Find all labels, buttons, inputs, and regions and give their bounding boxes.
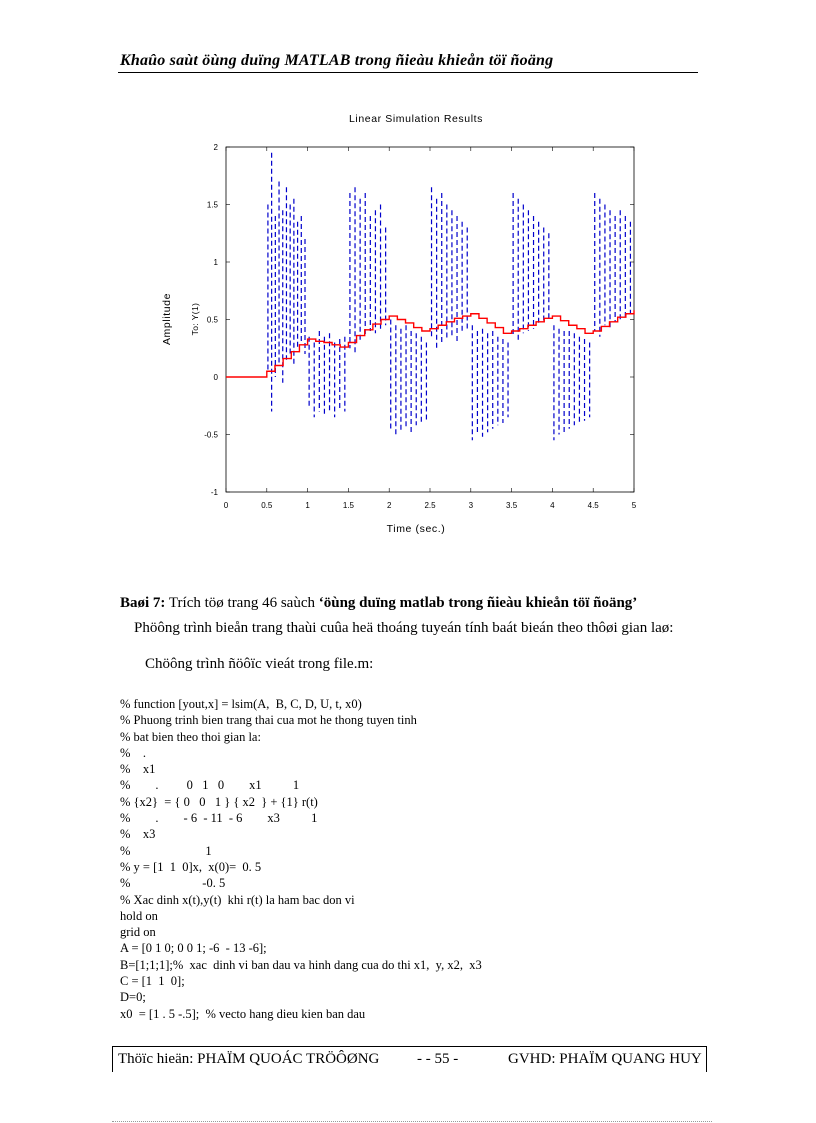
code-line: x0 = [1 . 5 -.5]; % vecto hang dieu kien ban dau [120,1006,366,1021]
y-axis-output-label: To: Y(1) [190,302,200,336]
linear-simulation-chart [150,100,660,550]
output-series-line [226,310,634,377]
exercise-label: Baøi 7: [120,595,166,611]
footer-right-bar [706,1046,707,1072]
footer-left-bar [112,1046,113,1072]
page-number: - - 55 - [417,1051,459,1067]
code-line: B=[1;1;1];% xac dinh vi ban dau va hinh dang cua do thi x1, y, x2, x3 [120,957,482,972]
code-line: % y = [1 1 0]x, x(0)= 0. 5 [120,859,262,874]
code-line: grid on [120,925,156,940]
x-tick-label: 0.5 [261,501,273,510]
x-tick-label: 3.5 [506,501,518,510]
code-line: % -0. 5 [120,876,226,891]
y-tick-label: 2 [213,143,218,152]
header-rule [118,72,698,73]
x-axis-label: Time (sec.) [386,523,446,535]
code-line: % function [yout,x] = lsim(A, B, C, D, U, t, x0) [120,697,362,711]
x-tick-label: 3 [468,501,474,510]
exercise-source: Trích töø trang 46 saùch [165,595,319,611]
code-line: % Xac dinh x(t),y(t) khi r(t) la ham bac don vi [120,892,355,907]
y-tick-label: 1.5 [206,200,218,210]
x-tick-label: 0 [223,501,229,510]
x-tick-label: 4.5 [587,501,599,510]
code-line: % x1 [120,762,156,777]
code-line: % Phuong trinh bien trang thai cua mot he thong tuyen tinh [120,713,417,728]
code-line: % x3 [120,827,156,842]
matlab-code-block [120,696,482,1022]
intro-paragraph: Phöông trình bieån trang thaùi cuûa heä thoáng tuyeán tính baát bieán theo thôøi gian laø: [134,620,674,636]
code-line: % . [120,745,147,760]
code-line: hold on [120,908,158,923]
input-series [268,153,631,441]
x-tick-label: 1 [305,501,310,510]
code-line: % {x2} = { 0 0 1 } { x2 } + {1} r(t) [120,794,318,809]
exercise-heading [120,595,637,612]
program-intro: Chöông trình ñöôïc vieát trong file.m: [145,656,374,672]
y-tick-label: 0.5 [206,315,218,325]
y-tick-label: 0 [213,373,218,382]
code-line: A = [0 1 0; 0 0 1; -6 - 13 -6]; [120,941,267,956]
footer-advisor: GVHD: PHAÏM QUANG HUY [508,1051,702,1067]
footer-rule [112,1046,706,1047]
code-line: % . - 6 - 11 - 6 x3 1 [120,811,318,826]
x-tick-label: 4 [550,501,555,510]
y-tick-label: -1 [210,488,218,497]
code-line: C = [1 1 0]; [120,974,185,989]
page-header-title: Khaûo saùt öùng duïng MATLAB trong ñieàu khieån töï ñoäng [120,52,554,69]
x-tick-label: 5 [631,501,637,510]
book-title: ‘öùng duïng matlab trong ñieàu khieån töï ñoäng’ [318,595,638,611]
plot-frame [226,147,634,492]
footer-author: Thöïc hieän: PHAÏM QUOÁC TRÖÔØNG [118,1051,380,1067]
x-tick-label: 2.5 [424,501,436,510]
y-axis-ticks [204,143,634,497]
y-tick-label: -0.5 [204,430,218,440]
x-tick-label: 1.5 [342,501,354,510]
y-tick-label: 1 [213,258,218,267]
code-line: % . 0 1 0 x1 1 [120,778,300,793]
code-line: % 1 [120,843,212,858]
code-line: D=0; [120,990,146,1005]
chart-title: Linear Simulation Results [348,113,484,125]
code-line: % bat bien theo thoi gian la: [120,729,261,744]
x-tick-label: 2 [386,501,392,510]
page-bottom-dotted-line [112,1121,712,1122]
y-axis-label: Amplitude [161,292,173,346]
